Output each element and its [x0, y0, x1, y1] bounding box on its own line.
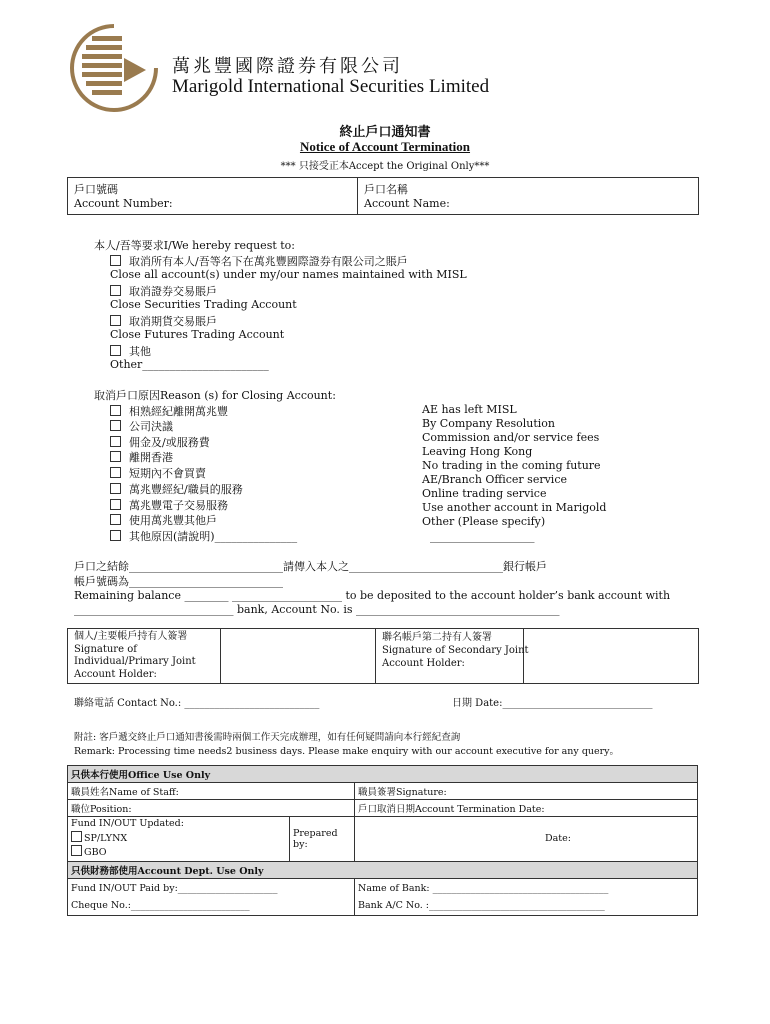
- reason-cn[interactable]: 佣金及/或服務費: [110, 434, 210, 450]
- balance-bank-en[interactable]: _____________________________ bank, Account No. is _____________________________________: [74, 603, 560, 616]
- bank-name-field[interactable]: Name of Bank: _____________________________________: [358, 882, 609, 894]
- office-use-header: 只供本行使用Office Use Only: [68, 766, 698, 783]
- checkbox[interactable]: [110, 405, 121, 416]
- reason-cn[interactable]: 其他原因(請說明)_______________: [110, 528, 297, 544]
- form-title-en: Notice of Account Termination: [299, 139, 471, 154]
- checkbox[interactable]: [110, 436, 121, 447]
- checkbox[interactable]: [110, 451, 121, 462]
- original-only-note: *** 只接受正本Accept the Original Only***: [280, 161, 490, 172]
- checkbox[interactable]: [110, 420, 121, 431]
- prepared-date-field[interactable]: Date:: [355, 817, 698, 862]
- checkbox[interactable]: [110, 514, 121, 525]
- staff-signature-field[interactable]: 職員簽署Signature:: [355, 783, 698, 800]
- reason-en: AE/Branch Officer service: [422, 473, 567, 486]
- reason-cn[interactable]: 萬兆豐電子交易服務: [110, 497, 228, 513]
- company-name-en: Marigold International Securities Limited: [172, 76, 490, 97]
- reason-en: Use another account in Marigold: [422, 501, 607, 514]
- fund-updated-cell: Fund IN/OUT Updated: SP/LYNX GBO: [68, 817, 290, 862]
- position-field[interactable]: 職位Position:: [68, 800, 355, 817]
- request-option-close-securities-en: Close Securities Trading Account: [110, 298, 297, 311]
- checkbox[interactable]: [110, 467, 121, 478]
- company-name-cn: 萬兆豐國際證券有限公司: [172, 56, 403, 77]
- reason-en: Other (Please specify): [422, 515, 546, 528]
- reason-en: Online trading service: [422, 487, 547, 500]
- contact-number-field[interactable]: 聯絡電話 Contact No.: ___________________________: [74, 698, 320, 709]
- reason-other-field[interactable]: ___________________: [430, 530, 535, 543]
- request-option-close-securities[interactable]: 取消證券交易賬戶: [110, 283, 217, 299]
- reasons-heading: 取消戶口原因Reason (s) for Closing Account:: [94, 389, 336, 402]
- checkbox[interactable]: [110, 285, 121, 296]
- request-option-close-futures[interactable]: 取消期貨交易賬戶: [110, 313, 217, 329]
- account-number-label[interactable]: Account Number:: [74, 197, 173, 210]
- request-option-other-field[interactable]: Other_______________________: [110, 358, 269, 371]
- primary-signature-label: 個人/主要帳戶持有人簽署 Signature of Individual/Primary Joint Account Holder:: [74, 631, 196, 680]
- reason-en: AE has left MISL: [422, 403, 517, 416]
- balance-account-cn[interactable]: 帳戶號碼為____________________________: [74, 575, 283, 588]
- form-title-cn: 終止戶口通知書: [339, 125, 431, 140]
- balance-line-en[interactable]: Remaining balance ________ ____________________ to be deposited to the account holder’s bank account with: [74, 589, 671, 602]
- reason-cn[interactable]: 相熟經紀離開萬兆豐: [110, 403, 228, 419]
- gbo-option[interactable]: GBO: [71, 845, 286, 860]
- account-number-label-cn: 戶口號碼: [74, 183, 118, 196]
- bank-account-field[interactable]: Bank A/C No. :_____________________________________: [358, 899, 605, 911]
- sp-lynx-option[interactable]: SP/LYNX: [71, 831, 286, 846]
- reason-cn[interactable]: 離開香港: [110, 449, 173, 465]
- checkbox[interactable]: [110, 315, 121, 326]
- request-heading: 本人/吾等要求I/We hereby request to:: [94, 239, 296, 252]
- account-name-label[interactable]: Account Name:: [364, 197, 450, 210]
- account-name-label-cn: 戶口名稱: [364, 183, 408, 196]
- date-field[interactable]: 日期 Date:______________________________: [452, 698, 653, 709]
- reason-en: By Company Resolution: [422, 417, 555, 430]
- reason-cn[interactable]: 公司決議: [110, 418, 173, 434]
- request-option-close-all[interactable]: 取消所有本人/吾等名下在萬兆豐國際證券有限公司之賬戶: [110, 253, 408, 269]
- termination-date-field[interactable]: 戶口取消日期Account Termination Date:: [355, 800, 698, 817]
- account-dept-header: 只供財務部使用Account Dept. Use Only: [68, 861, 698, 878]
- reason-cn[interactable]: 使用萬兆豐其他戶: [110, 512, 217, 528]
- checkbox[interactable]: [110, 499, 121, 510]
- reason-cn[interactable]: 短期內不會買賣: [110, 465, 206, 481]
- reason-en: No trading in the coming future: [422, 459, 601, 472]
- checkbox[interactable]: [110, 345, 121, 356]
- staff-name-field[interactable]: 職員姓名Name of Staff:: [68, 783, 355, 800]
- reason-en: Leaving Hong Kong: [422, 445, 533, 458]
- checkbox[interactable]: [71, 845, 82, 856]
- request-option-close-all-en: Close all account(s) under my/our names maintained with MISL: [110, 268, 467, 281]
- office-use-table: [67, 765, 698, 916]
- remark-cn: 附註: 客戶遞交終止戶口通知書後需時兩個工作天完成辦理，如有任何疑問請向本行經紀查詢: [74, 732, 461, 743]
- reason-cn[interactable]: 萬兆豐經紀/職員的服務: [110, 481, 243, 497]
- secondary-signature-label: 聯名帳戶第二持有人簽署 Signature of Secondary Joint Account Holder:: [382, 632, 529, 669]
- balance-line-cn[interactable]: 戶口之結餘____________________________請傳入本人之____________________________銀行帳戶: [74, 560, 547, 573]
- request-option-other[interactable]: 其他: [110, 343, 151, 359]
- reason-en: Commission and/or service fees: [422, 431, 600, 444]
- checkbox[interactable]: [110, 255, 121, 266]
- company-logo: [68, 22, 160, 114]
- secondary-signature-field[interactable]: [525, 630, 696, 682]
- primary-signature-field[interactable]: [222, 630, 374, 682]
- checkbox[interactable]: [110, 483, 121, 494]
- remark-en: Remark: Processing time needs2 business days. Please make enquiry with our account executive for any query。: [74, 746, 620, 757]
- cheque-no-field[interactable]: Cheque No.:_________________________: [71, 899, 250, 911]
- request-option-close-futures-en: Close Futures Trading Account: [110, 328, 285, 341]
- checkbox[interactable]: [71, 831, 82, 842]
- bank-cell: [355, 878, 698, 915]
- prepared-by-field[interactable]: Prepared by:: [290, 817, 355, 862]
- checkbox[interactable]: [110, 530, 121, 541]
- fund-paid-field[interactable]: Fund IN/OUT Paid by:_____________________: [71, 882, 278, 894]
- fund-paid-cell: [68, 878, 355, 915]
